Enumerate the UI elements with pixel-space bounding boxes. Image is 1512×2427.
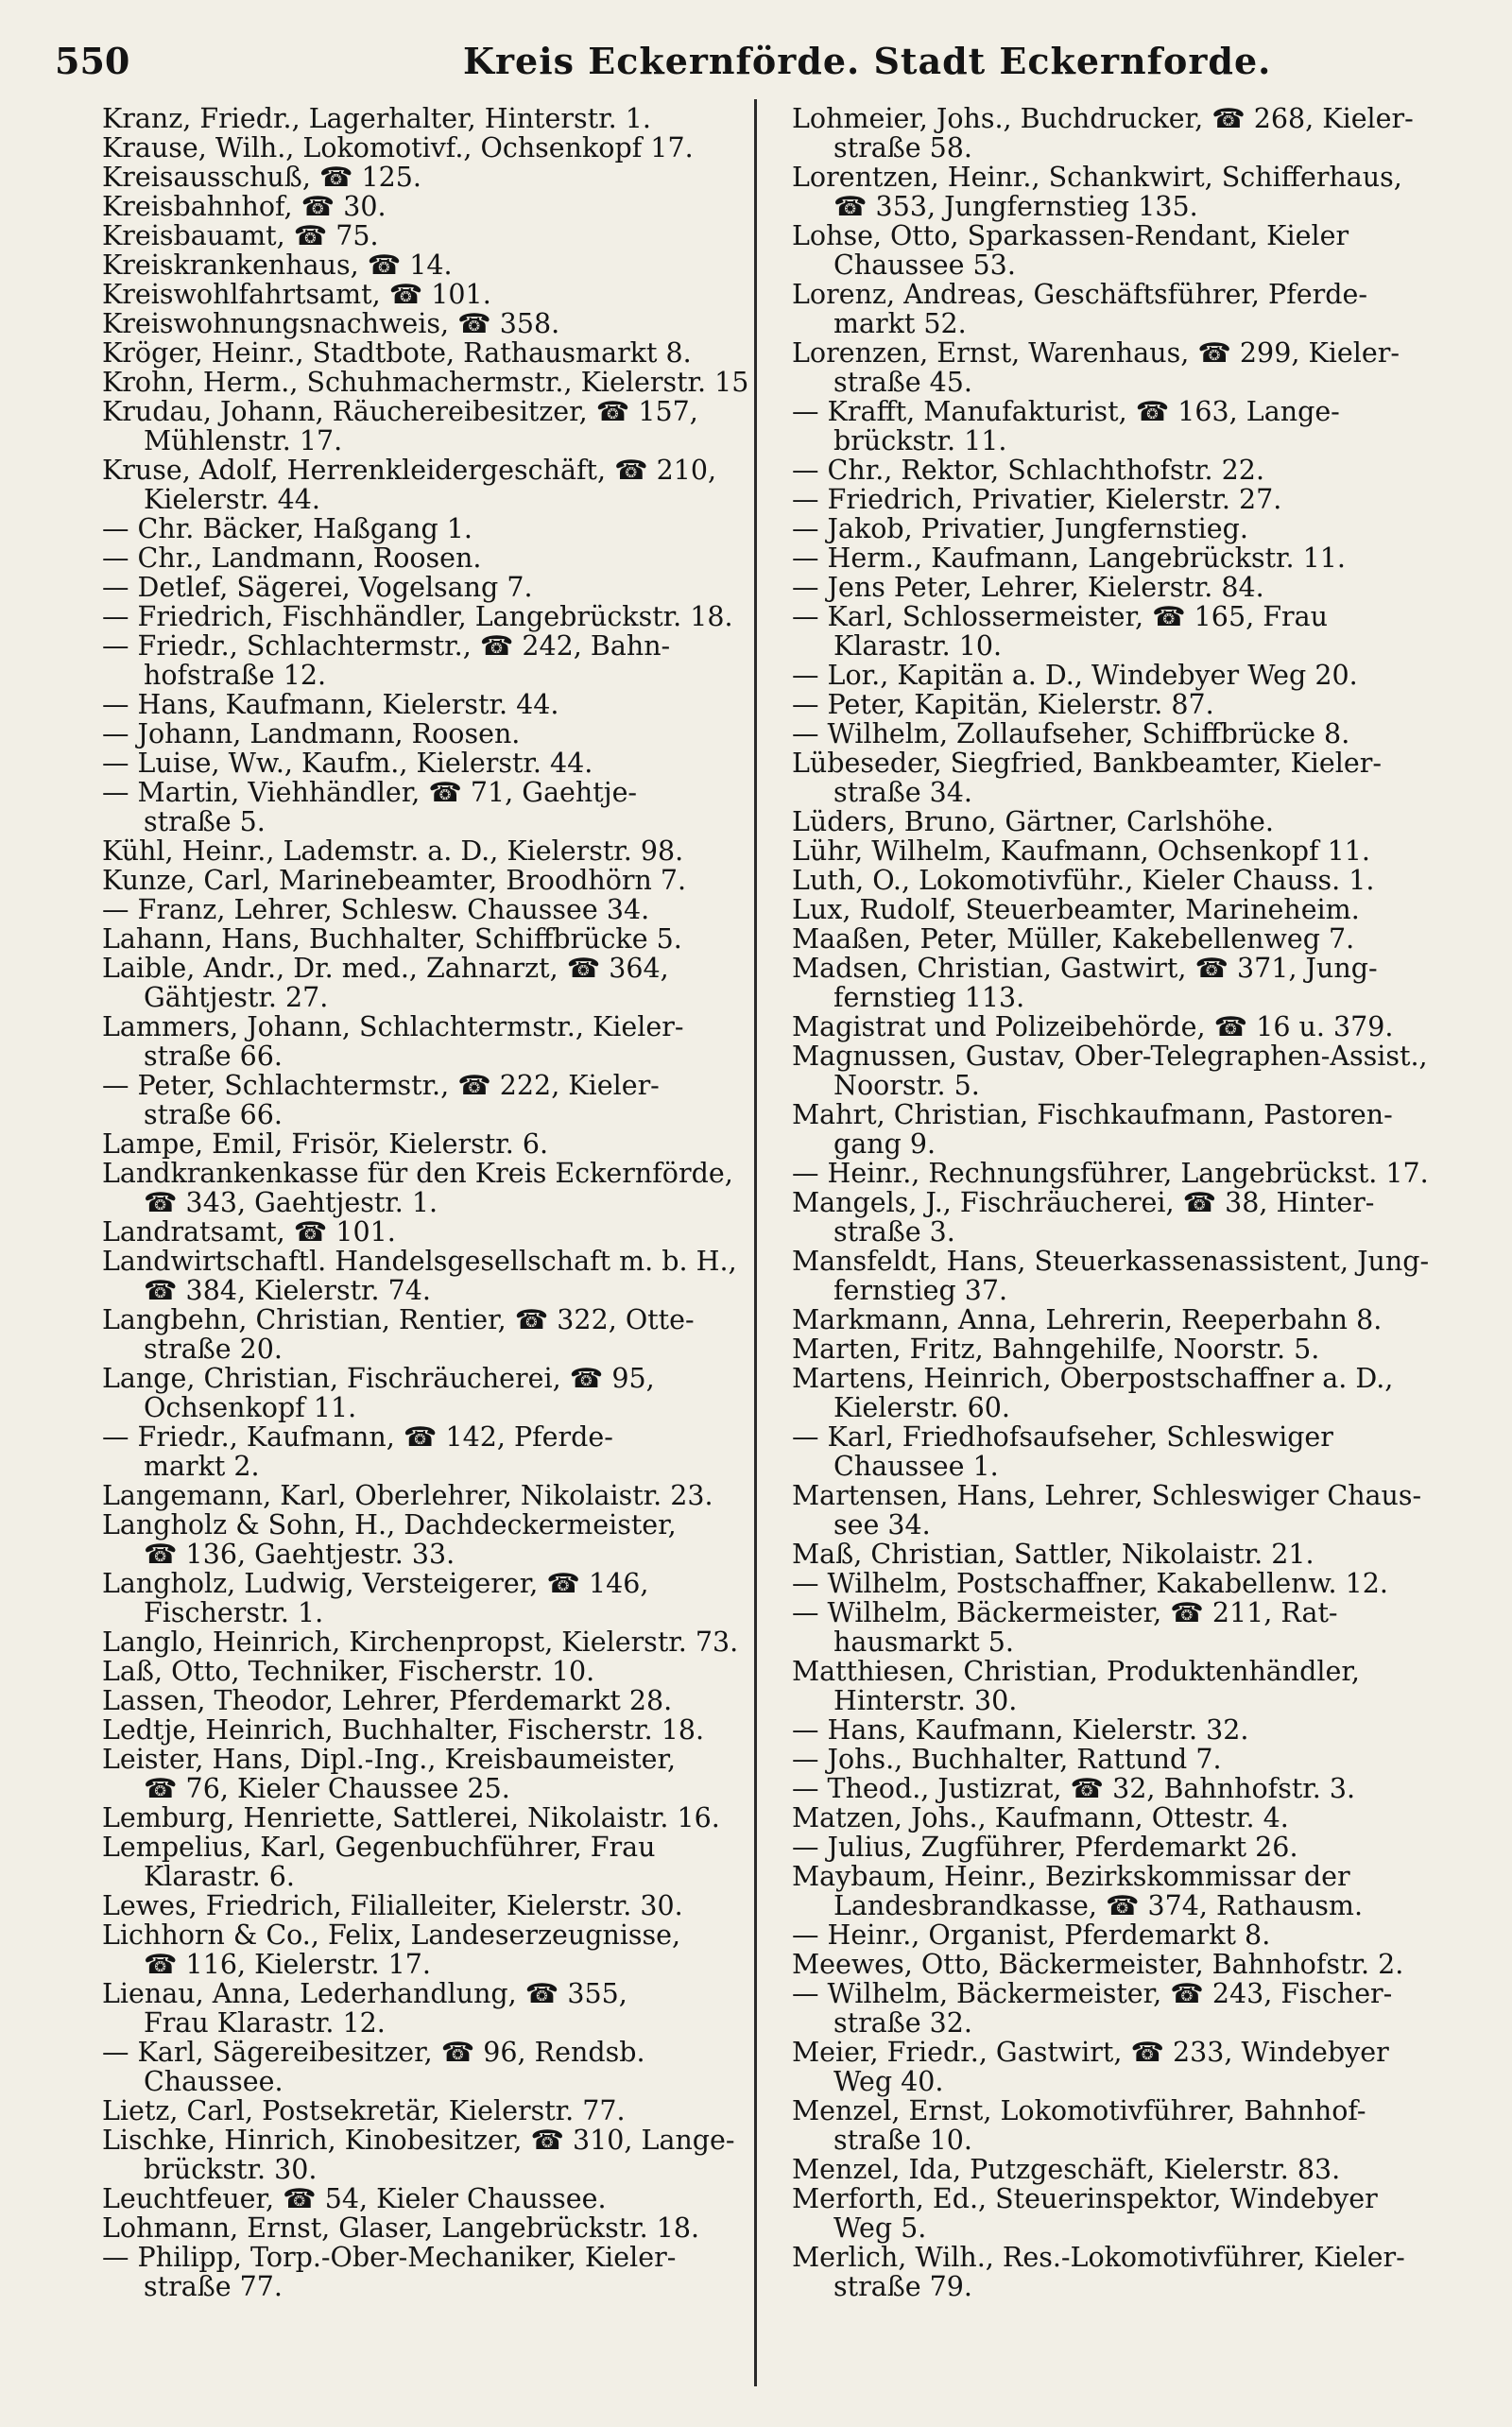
directory-entry [102,1129,750,1159]
directory-entry [102,104,750,133]
entry-line: Laß, Otto, Techniker, Fischerstr. 10. [102,1656,595,1687]
directory-entry [102,602,750,631]
directory-entry [792,163,1486,221]
entry-line: — Jakob, Privatier, Jungfernstieg. [792,513,1248,544]
entry-line: Leister, Hans, Dipl.-Ing., Kreisbaumeister, [102,1744,677,1775]
entry-line: — Herm., Kaufmann, Langebrückstr. 11. [792,542,1346,574]
entry-continuation-line: Chaussee 53. [833,250,1016,281]
directory-entry [792,1745,1486,1774]
directory-entry [792,485,1486,514]
directory-entry [102,1247,750,1305]
entry-continuation-line: Fischerstr. 1. [144,1597,324,1628]
directory-entry [792,1715,1486,1745]
entry-line: — Friedrich, Fischhändler, Langebrückstr. 18. [102,601,733,632]
directory-entry [102,631,750,690]
directory-entry [792,1862,1486,1920]
entry-line: Lemburg, Henriette, Sattlerei, Nikolaistr. 16. [102,1802,720,1833]
entry-line: Magnussen, Gustav, Ober-Telegraphen-Assist., [792,1041,1428,1072]
entry-line: — Karl, Schlossermeister, ☎ 165, Frau [792,601,1328,632]
entry-line: — Julius, Zugführer, Pferdemarkt 26. [792,1832,1298,1863]
entry-continuation-line: hofstraße 12. [144,660,327,691]
entry-continuation-line: ☎ 384, Kielerstr. 74. [144,1275,431,1306]
entry-line: Mangels, J., Fischräucherei, ☎ 38, Hinter- [792,1187,1375,1218]
entry-line: Lübeseder, Siegfried, Bankbeamter, Kieler- [792,748,1382,779]
entry-line: Landwirtschaftl. Handelsgesellschaft m. b. H., [102,1246,737,1277]
entry-line: — Peter, Kapitän, Kielerstr. 87. [792,689,1214,720]
directory-entry [102,1627,750,1657]
directory-entry [102,1364,750,1422]
directory-entry [102,1891,750,1920]
directory-entry [102,1569,750,1627]
page-number: 550 [55,40,130,82]
entry-continuation-line: Weg 5. [833,2212,927,2244]
entry-line: Lorenz, Andreas, Geschäftsführer, Pferde- [792,279,1367,310]
entry-continuation-line: brückstr. 11. [833,425,1007,456]
directory-entry [792,1598,1486,1657]
entry-continuation-line: straße 5. [144,806,266,837]
directory-entry [792,1247,1486,1305]
entry-line: Lüders, Bruno, Gärtner, Carlshöhe. [792,806,1274,837]
entry-line: — Jens Peter, Lehrer, Kielerstr. 84. [792,572,1264,603]
entry-line: — Wilhelm, Postschaffner, Kakabellenw. 12. [792,1568,1388,1599]
entry-line: Mahrt, Christian, Fischkaufmann, Pastoren- [792,1099,1393,1130]
entry-line: — Hans, Kaufmann, Kielerstr. 32. [792,1714,1249,1746]
entry-line: Ledtje, Heinrich, Buchhalter, Fischerstr. 18. [102,1714,705,1746]
entry-line: Kreiskrankenhaus, ☎ 14. [102,250,453,281]
directory-entry [792,1950,1486,1979]
directory-entry [792,2184,1486,2243]
directory-entry [102,924,750,954]
entry-line: Magistrat und Polizeibehörde, ☎ 16 u. 379. [792,1011,1394,1042]
entry-line: Lietz, Carl, Postsekretär, Kielerstr. 77. [102,2095,626,2126]
entry-line: Mansfeldt, Hans, Steuerkassenassistent, Jung- [792,1246,1430,1277]
entry-continuation-line: Chaussee. [144,2066,284,2097]
directory-entry [792,1188,1486,1247]
directory-entry [792,338,1486,397]
directory-entry [792,1803,1486,1833]
directory-entry [792,543,1486,573]
entry-continuation-line: straße 3. [833,1216,955,1248]
directory-entry [792,1657,1486,1715]
entry-line: Lahann, Hans, Buchhalter, Schiffbrücke 5. [102,923,682,955]
directory-entry [792,514,1486,543]
entry-line: Kreisbahnhof, ☎ 30. [102,191,387,222]
entry-line: — Luise, Ww., Kaufm., Kielerstr. 44. [102,748,593,779]
entry-line: — Chr., Rektor, Schlachthofstr. 22. [792,455,1265,486]
entry-line: — Wilhelm, Zollaufseher, Schiffbrücke 8. [792,718,1350,749]
entry-continuation-line: Kielerstr. 44. [144,484,320,515]
entry-line: Lange, Christian, Fischräucherei, ☎ 95, [102,1363,655,1394]
entry-continuation-line: straße 77. [144,2271,283,2302]
right-column [792,104,1486,2301]
directory-entry [792,104,1486,163]
entry-line: — Karl, Sägereibesitzer, ☎ 96, Rendsb. [102,2037,645,2068]
directory-entry [102,514,750,543]
entry-line: Kreisbauamt, ☎ 75. [102,220,379,251]
entry-line: — Philipp, Torp.-Ober-Mechaniker, Kieler- [102,2242,677,2273]
entry-line: Maybaum, Heinr., Bezirkskommissar der [792,1861,1350,1892]
directory-entry [792,2038,1486,2096]
directory-entry [102,1979,750,2038]
directory-entry [792,1540,1486,1569]
directory-entry [102,2038,750,2096]
directory-entry [792,573,1486,602]
entry-line: Langholz, Ludwig, Versteigerer, ☎ 146, [102,1568,649,1599]
entry-line: Lichhorn & Co., Felix, Landeserzeugnisse, [102,1919,681,1951]
entry-line: Lammers, Johann, Schlachtermstr., Kieler- [102,1011,684,1042]
directory-entry [792,895,1486,924]
entry-line: Lohmann, Ernst, Glaser, Langebrückstr. 18. [102,2212,700,2244]
entry-line: Merforth, Ed., Steuerinspektor, Windebyer [792,2183,1378,2214]
entry-line: — Heinr., Rechnungsführer, Langebrückst. 17. [792,1158,1429,1189]
directory-entry [792,807,1486,836]
directory-entry [102,895,750,924]
entry-line: Langlo, Heinrich, Kirchenpropst, Kielerstr. 73. [102,1627,739,1658]
directory-entry [102,1012,750,1071]
entry-continuation-line: hausmarkt 5. [833,1627,1014,1658]
directory-entry [792,2096,1486,2155]
directory-entry [792,1012,1486,1041]
directory-entry [792,1920,1486,1950]
entry-line: Marten, Fritz, Bahngehilfe, Noorstr. 5. [792,1334,1320,1365]
directory-entry [792,1041,1486,1100]
directory-entry [792,1833,1486,1862]
entry-line: Menzel, Ernst, Lokomotivführer, Bahnhof- [792,2095,1366,2126]
directory-entry [102,309,750,338]
entry-continuation-line: Klarastr. 10. [833,630,1003,662]
entry-line: Lorenzen, Ernst, Warenhaus, ☎ 299, Kieler- [792,337,1400,369]
directory-entry [792,602,1486,661]
directory-entry [792,2155,1486,2184]
entry-line: — Johs., Buchhalter, Rattund 7. [792,1744,1222,1775]
entry-continuation-line: ☎ 343, Gaehtjestr. 1. [144,1187,438,1218]
directory-entry [102,1920,750,1979]
directory-entry [792,1334,1486,1364]
directory-entry [102,954,750,1012]
entry-continuation-line: straße 32. [833,2007,972,2039]
entry-line: — Friedr., Schlachtermstr., ☎ 242, Bahn- [102,630,671,662]
entry-continuation-line: see 34. [833,1509,931,1541]
directory-entry [102,2096,750,2126]
entry-line: — Johann, Landmann, Roosen. [102,718,521,749]
directory-entry [792,1364,1486,1422]
entry-line: Lischke, Hinrich, Kinobesitzer, ☎ 310, Lange- [102,2125,735,2156]
entry-line: Lux, Rudolf, Steuerbeamter, Marineheim. [792,894,1360,925]
column-divider [754,99,757,2386]
entry-line: Kunze, Carl, Marinebeamter, Broodhörn 7. [102,865,687,896]
entry-line: Luth, O., Lokomotivführ., Kieler Chauss. 1. [792,865,1375,896]
entry-line: — Friedr., Kaufmann, ☎ 142, Pferde- [102,1421,613,1453]
entry-line: — Wilhelm, Bäckermeister, ☎ 243, Fischer- [792,1978,1393,2009]
directory-entry [792,1305,1486,1334]
entry-line: — Hans, Kaufmann, Kielerstr. 44. [102,689,559,720]
directory-entry [792,661,1486,690]
directory-entry [102,1686,750,1715]
directory-entry [102,1715,750,1745]
entry-line: — Heinr., Organist, Pferdemarkt 8. [792,1919,1271,1951]
directory-entry [102,1422,750,1481]
entry-line: Maß, Christian, Sattler, Nikolaistr. 21. [792,1539,1314,1570]
entry-line: Kröger, Heinr., Stadtbote, Rathausmarkt 8. [102,337,692,369]
entry-line: Langbehn, Christian, Rentier, ☎ 322, Otte- [102,1304,695,1335]
entry-continuation-line: ☎ 353, Jungfernstieg 135. [833,191,1198,222]
directory-entry [792,2243,1486,2301]
entry-line: Lohmeier, Johs., Buchdrucker, ☎ 268, Kieler- [792,103,1414,134]
entry-line: Lorentzen, Heinr., Schankwirt, Schifferhaus, [792,162,1402,193]
entry-continuation-line: gang 9. [833,1128,936,1160]
entry-line: — Wilhelm, Bäckermeister, ☎ 211, Rat- [792,1597,1338,1628]
entry-line: Maaßen, Peter, Müller, Kakebellenweg 7. [792,923,1355,955]
directory-entry [102,2184,750,2213]
entry-line: — Lor., Kapitän a. D., Windebyer Weg 20. [792,660,1358,691]
entry-line: Lewes, Friedrich, Filialleiter, Kielerstr. 30. [102,1890,683,1921]
page-title: Kreis Eckernförde. Stadt Eckernforde. [463,40,1272,82]
entry-line: Kreiswohlfahrtsamt, ☎ 101. [102,279,491,310]
directory-entry [102,2243,750,2301]
directory-entry [792,924,1486,954]
entry-line: Madsen, Christian, Gastwirt, ☎ 371, Jung- [792,953,1378,984]
directory-entry [102,1833,750,1891]
entry-continuation-line: straße 66. [144,1099,283,1130]
directory-entry [102,573,750,602]
directory-entry [792,690,1486,719]
directory-entry [102,1510,750,1569]
directory-entry [102,836,750,866]
directory-entry [792,1100,1486,1159]
entry-continuation-line: straße 45. [833,367,972,398]
directory-entry [102,1803,750,1833]
entry-line: Kreisausschuß, ☎ 125. [102,162,421,193]
entry-line: Langholz & Sohn, H., Dachdeckermeister, [102,1509,677,1541]
entry-continuation-line: Frau Klarastr. 12. [144,2007,386,2039]
entry-line: Kranz, Friedr., Lagerhalter, Hinterstr. 1. [102,103,651,134]
entry-line: Lienau, Anna, Lederhandlung, ☎ 355, [102,1978,627,2009]
entry-line: Matthiesen, Christian, Produktenhändler, [792,1656,1360,1687]
entry-line: Krohn, Herm., Schuhmachermstr., Kielerstr. 15 [102,367,749,398]
directory-entry [102,2213,750,2243]
entry-continuation-line: straße 79. [833,2271,972,2302]
entry-line: Laible, Andr., Dr. med., Zahnarzt, ☎ 364, [102,953,669,984]
directory-entry [102,1217,750,1247]
entry-continuation-line: Landesbrandkasse, ☎ 374, Rathausm. [833,1890,1364,1921]
entry-continuation-line: ☎ 76, Kieler Chaussee 25. [144,1773,510,1804]
directory-entry [102,456,750,514]
directory-entry [792,719,1486,749]
entry-line: Meewes, Otto, Bäckermeister, Bahnhofstr. 2. [792,1949,1404,1980]
directory-entry [792,1979,1486,2038]
directory-entry [102,192,750,221]
directory-entry [792,280,1486,338]
entry-line: — Martin, Viehhändler, ☎ 71, Gaehtje- [102,777,638,808]
entry-line: — Detlef, Sägerei, Vogelsang 7. [102,572,533,603]
entry-line: Markmann, Anna, Lehrerin, Reeperbahn 8. [792,1304,1383,1335]
entry-continuation-line: Mühlenstr. 17. [144,425,343,456]
directory-entry [102,778,750,836]
directory-entry [792,836,1486,866]
entry-line: Kühl, Heinr., Lademstr. a. D., Kielerstr. 98. [102,835,684,867]
directory-entry [792,1422,1486,1481]
entry-line: Landratsamt, ☎ 101. [102,1216,396,1248]
entry-line: Leuchtfeuer, ☎ 54, Kieler Chaussee. [102,2183,607,2214]
entry-line: Langemann, Karl, Oberlehrer, Nikolaistr. 23. [102,1480,713,1511]
entry-continuation-line: straße 66. [144,1041,283,1072]
directory-entry [102,719,750,749]
directory-entry [102,163,750,192]
entry-continuation-line: markt 52. [833,308,967,339]
entry-line: — Peter, Schlachtermstr., ☎ 222, Kieler- [102,1070,660,1101]
entry-line: Krudau, Johann, Räuchereibesitzer, ☎ 157, [102,396,698,427]
entry-continuation-line: Klarastr. 6. [144,1861,295,1892]
entry-line: — Karl, Friedhofsaufseher, Schleswiger [792,1421,1333,1453]
entry-continuation-line: Chaussee 1. [833,1451,999,1482]
directory-entry [102,250,750,280]
entry-line: Menzel, Ida, Putzgeschäft, Kielerstr. 83. [792,2154,1341,2185]
directory-entry [102,133,750,163]
directory-entry [102,280,750,309]
entry-line: — Chr. Bäcker, Haßgang 1. [102,513,472,544]
entry-line: Martensen, Hans, Lehrer, Schleswiger Chaus- [792,1480,1422,1511]
directory-entry [792,749,1486,807]
entry-line: Lassen, Theodor, Lehrer, Pferdemarkt 28. [102,1685,673,1716]
entry-line: Lempelius, Karl, Gegenbuchführer, Frau [102,1832,656,1863]
directory-entry [102,1159,750,1217]
directory-entry [102,1481,750,1510]
directory-entry [792,1569,1486,1598]
directory-entry [102,2126,750,2184]
entry-line: Martens, Heinrich, Oberpostschaffner a. D., [792,1363,1394,1394]
directory-entry [102,368,750,397]
entry-continuation-line: Weg 40. [833,2066,944,2097]
entry-continuation-line: straße 34. [833,777,972,808]
entry-continuation-line: straße 10. [833,2125,972,2156]
entry-continuation-line: ☎ 116, Kielerstr. 17. [144,1949,431,1980]
entry-line: — Chr., Landmann, Roosen. [102,542,482,574]
directory-entry [792,1481,1486,1540]
directory-entry [102,866,750,895]
directory-entry [102,749,750,778]
directory-entry [792,1774,1486,1803]
entry-continuation-line: Noorstr. 5. [833,1070,980,1101]
entry-continuation-line: brückstr. 30. [144,2154,318,2185]
directory-entry [102,690,750,719]
directory-entry [102,543,750,573]
entry-line: Lampe, Emil, Frisör, Kielerstr. 6. [102,1128,549,1160]
entry-continuation-line: Kielerstr. 60. [833,1392,1010,1423]
entry-line: Kruse, Adolf, Herrenkleidergeschäft, ☎ 210, [102,455,717,486]
directory-entry [102,397,750,456]
directory-entry [792,954,1486,1012]
page-header [0,34,1512,91]
directory-entry [102,1071,750,1129]
entry-line: Matzen, Johs., Kaufmann, Ottestr. 4. [792,1802,1289,1833]
directory-entry [792,221,1486,280]
directory-entry [102,1745,750,1803]
entry-line: — Friedrich, Privatier, Kielerstr. 27. [792,484,1282,515]
entry-line: Kreiswohnungsnachweis, ☎ 358. [102,308,560,339]
entry-continuation-line: straße 20. [144,1334,283,1365]
directory-entry [102,1657,750,1686]
entry-continuation-line: ☎ 136, Gaehtjestr. 33. [144,1539,455,1570]
entry-line: Lohse, Otto, Sparkassen-Rendant, Kieler [792,220,1349,251]
entry-line: Landkrankenkasse für den Kreis Eckernförde, [102,1158,733,1189]
entry-continuation-line: markt 2. [144,1451,260,1482]
entry-continuation-line: fernstieg 113. [833,982,1025,1013]
directory-entry [792,456,1486,485]
entry-line: Krause, Wilh., Lokomotivf., Ochsenkopf 17. [102,132,694,164]
entry-line: — Theod., Justizrat, ☎ 32, Bahnhofstr. 3. [792,1773,1356,1804]
entry-line: Merlich, Wilh., Res.-Lokomotivführer, Kieler- [792,2242,1405,2273]
entry-continuation-line: Hinterstr. 30. [833,1685,1018,1716]
directory-entry [792,1159,1486,1188]
entry-continuation-line: straße 58. [833,132,972,164]
directory-entry [102,1305,750,1364]
directory-entry [102,338,750,368]
entry-line: — Franz, Lehrer, Schlesw. Chaussee 34. [102,894,650,925]
left-column [102,104,750,2301]
entry-line: Meier, Friedr., Gastwirt, ☎ 233, Windebyer [792,2037,1389,2068]
directory-entry [792,866,1486,895]
directory-entry [102,221,750,250]
directory-entry [792,397,1486,456]
entry-line: Lühr, Wilhelm, Kaufmann, Ochsenkopf 11. [792,835,1370,867]
entry-continuation-line: fernstieg 37. [833,1275,1008,1306]
entry-line: — Krafft, Manufakturist, ☎ 163, Lange- [792,396,1340,427]
entry-continuation-line: Gähtjestr. 27. [144,982,329,1013]
entry-continuation-line: Ochsenkopf 11. [144,1392,357,1423]
